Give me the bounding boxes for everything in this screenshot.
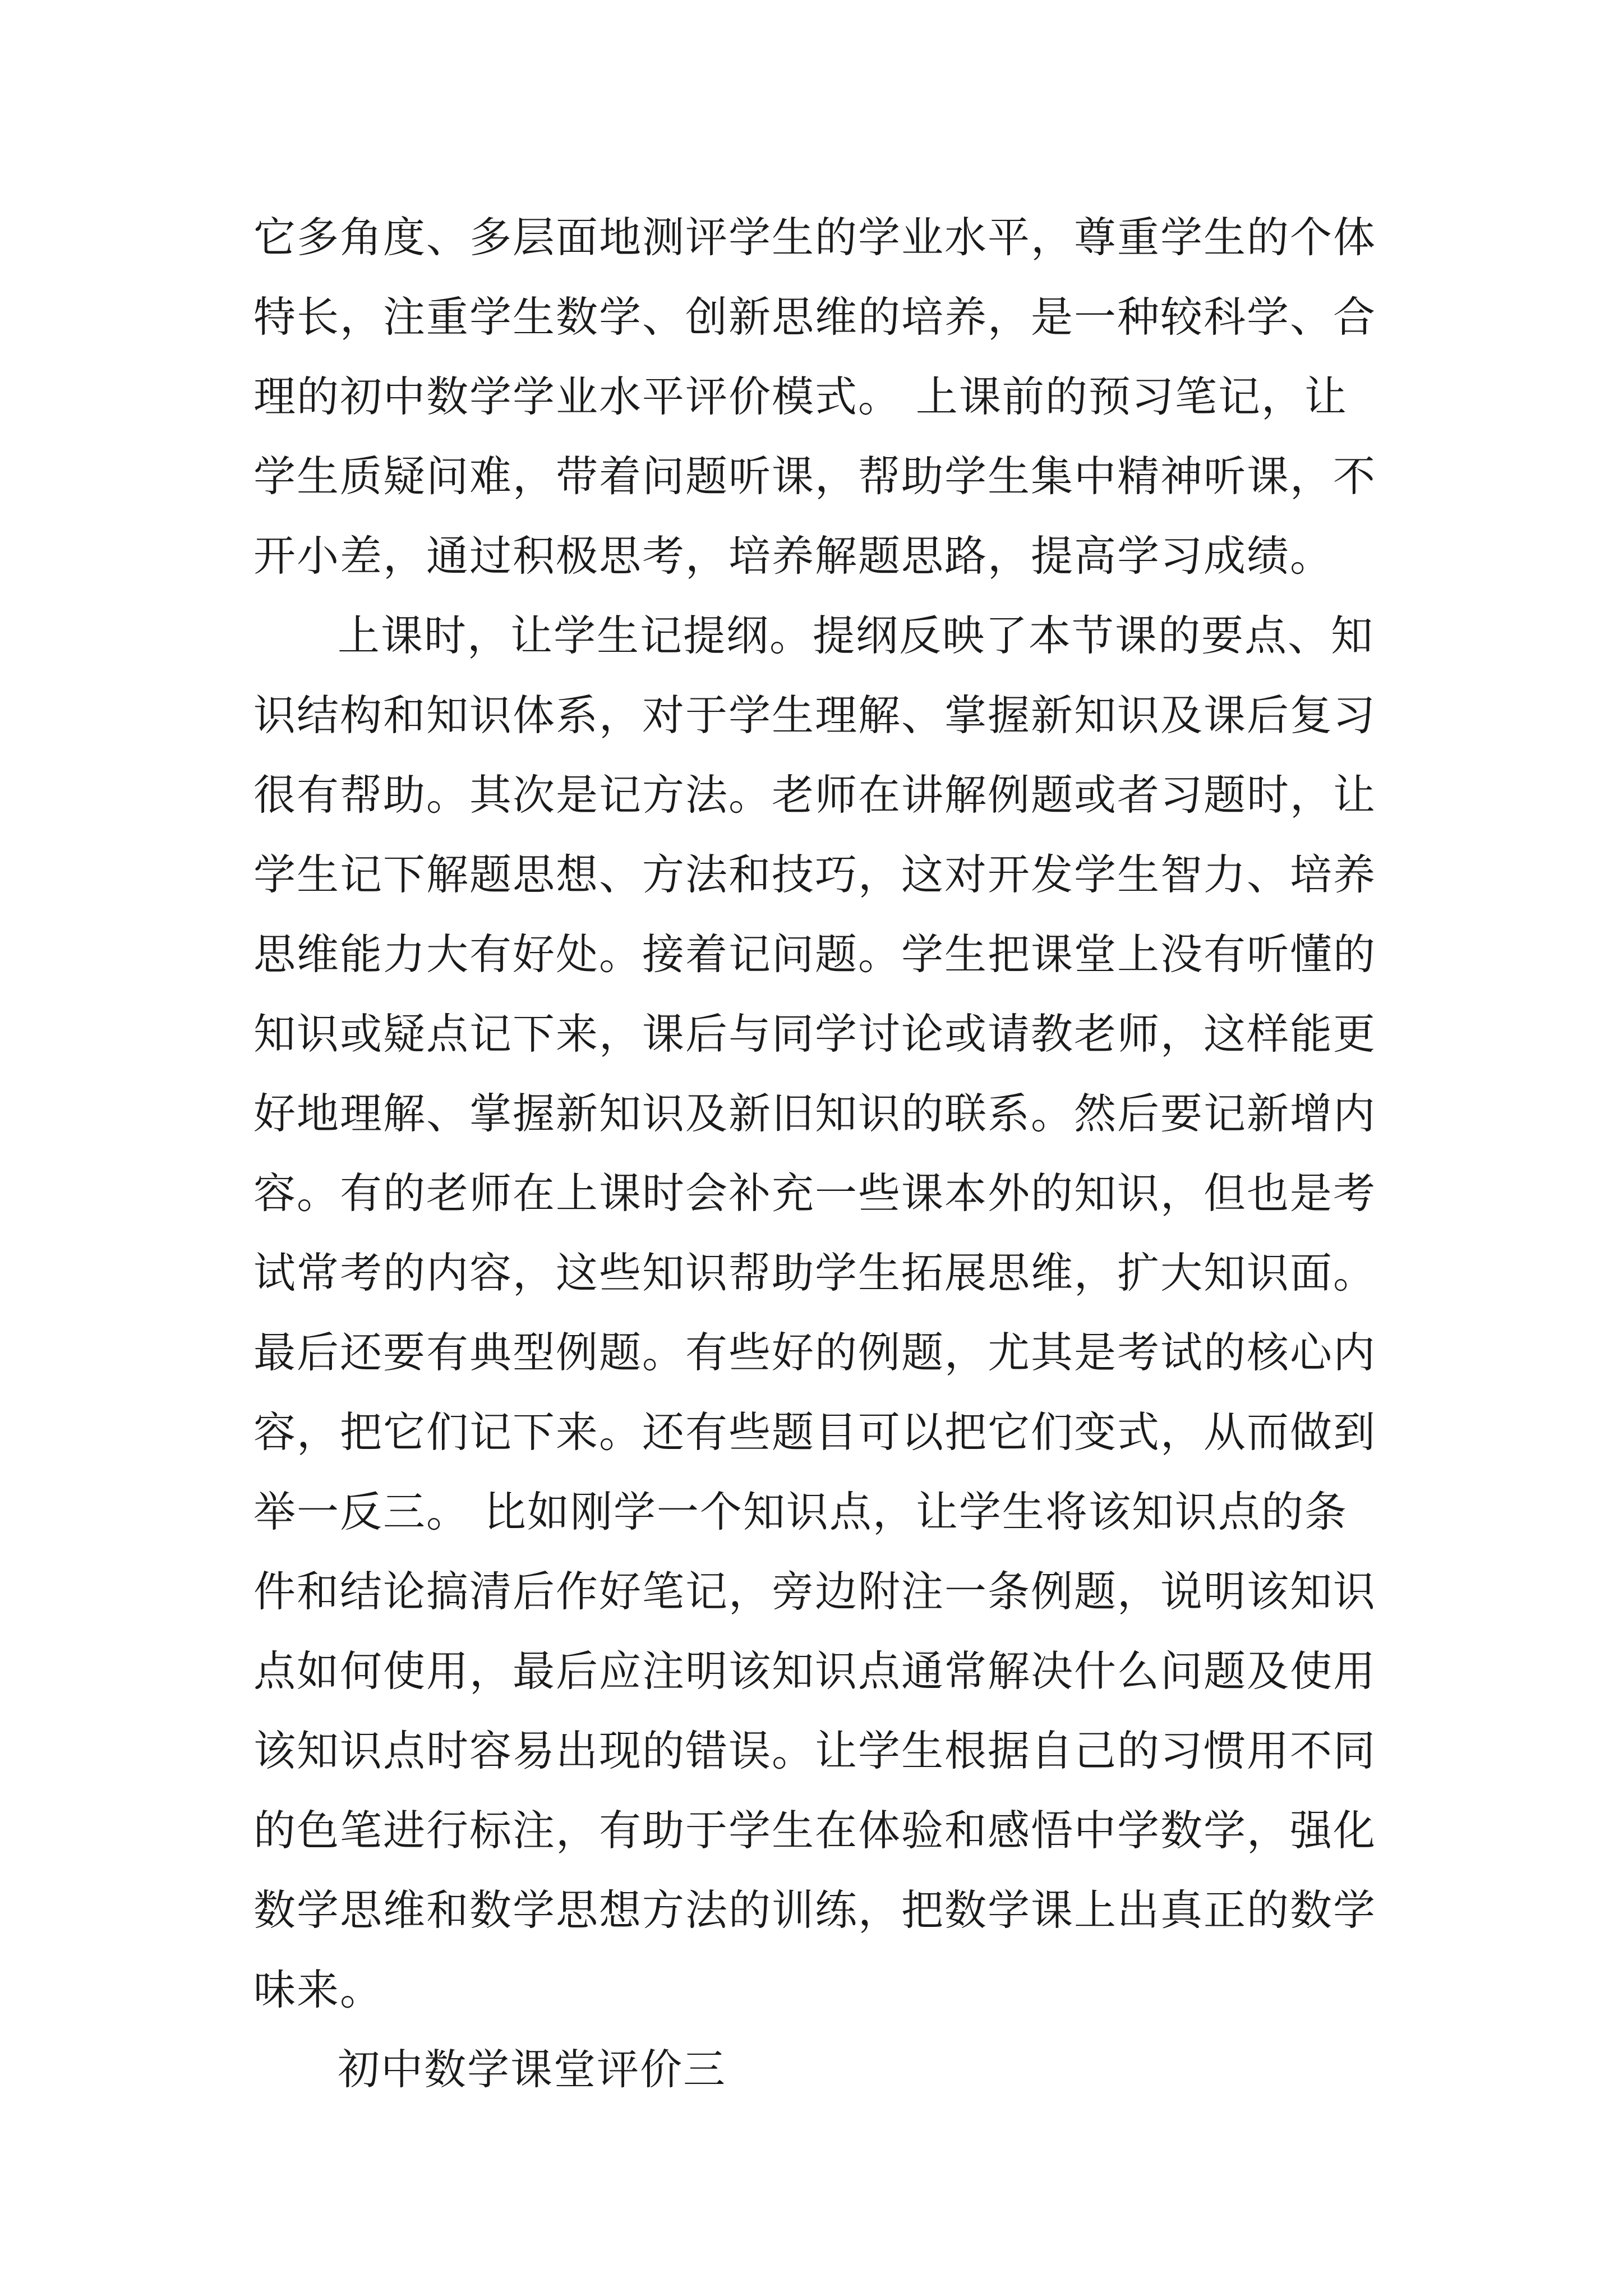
section-heading: 初中数学课堂评价三 [338,2045,727,2094]
text-line-16: 容，把它们记下来。还有些题目可以把它们变式，从而做到 [253,1407,1377,1457]
text-line-19: 点如何使用，最后应注明该知识点通常解决什么问题及使用 [253,1646,1377,1696]
text-line-22: 数学思维和数学思想方法的训练，把数学课上出真正的数学 [253,1885,1377,1935]
text-line-13: 容。有的老师在上课时会补充一些课本外的知识，但也是考 [253,1168,1377,1218]
text-line-18: 件和结论搞清后作好笔记，旁边附注一条例题，说明该知识 [253,1567,1377,1616]
text-line-7: 识结构和知识体系，对于学生理解、掌握新知识及课后复习 [253,691,1377,740]
text-line-5: 开小差，通过积极思考，培养解题思路，提高学习成绩。 [253,531,1334,581]
text-line-4: 学生质疑问难，带着问题听课，帮助学生集中精神听课，不 [253,452,1377,501]
text-line-15: 最后还要有典型例题。有些好的例题，尤其是考试的核心内 [253,1328,1377,1377]
text-line-9: 学生记下解题思想、方法和技巧，这对开发学生智力、培养 [253,850,1377,899]
text-line-17: 举一反三。 比如刚学一个知识点，让学生将该知识点的条 [253,1487,1348,1536]
text-line-2: 特长，注重学生数学、创新思维的培养，是一种较科学、合 [253,292,1377,342]
text-line-21: 的色笔进行标注，有助于学生在体验和感悟中学数学，强化 [253,1806,1377,1855]
text-line-20: 该知识点时容易出现的错误。让学生根据自己的习惯用不同 [253,1726,1377,1775]
paragraph-start-line: 上课时，让学生记提纲。提纲反映了本节课的要点、知 [338,611,1375,660]
text-line-11: 知识或疑点记下来，课后与同学讨论或请教老师，这样能更 [253,1009,1377,1059]
text-line-10: 思维能力大有好处。接着记问题。学生把课堂上没有听懂的 [253,930,1377,979]
text-line-23: 味来。 [253,1965,384,2014]
text-line-8: 很有帮助。其次是记方法。老师在讲解例题或者习题时，让 [253,770,1377,820]
text-line-14: 试常考的内容，这些知识帮助学生拓展思维，扩大知识面。 [253,1248,1377,1297]
text-line-3: 理的初中数学学业水平评价模式。 上课前的预习笔记，让 [253,372,1348,421]
text-line-1: 它多角度、多层面地测评学生的学业水平，尊重学生的个体 [253,213,1377,262]
text-line-12: 好地理解、掌握新知识及新旧知识的联系。然后要记新增内 [253,1089,1377,1138]
